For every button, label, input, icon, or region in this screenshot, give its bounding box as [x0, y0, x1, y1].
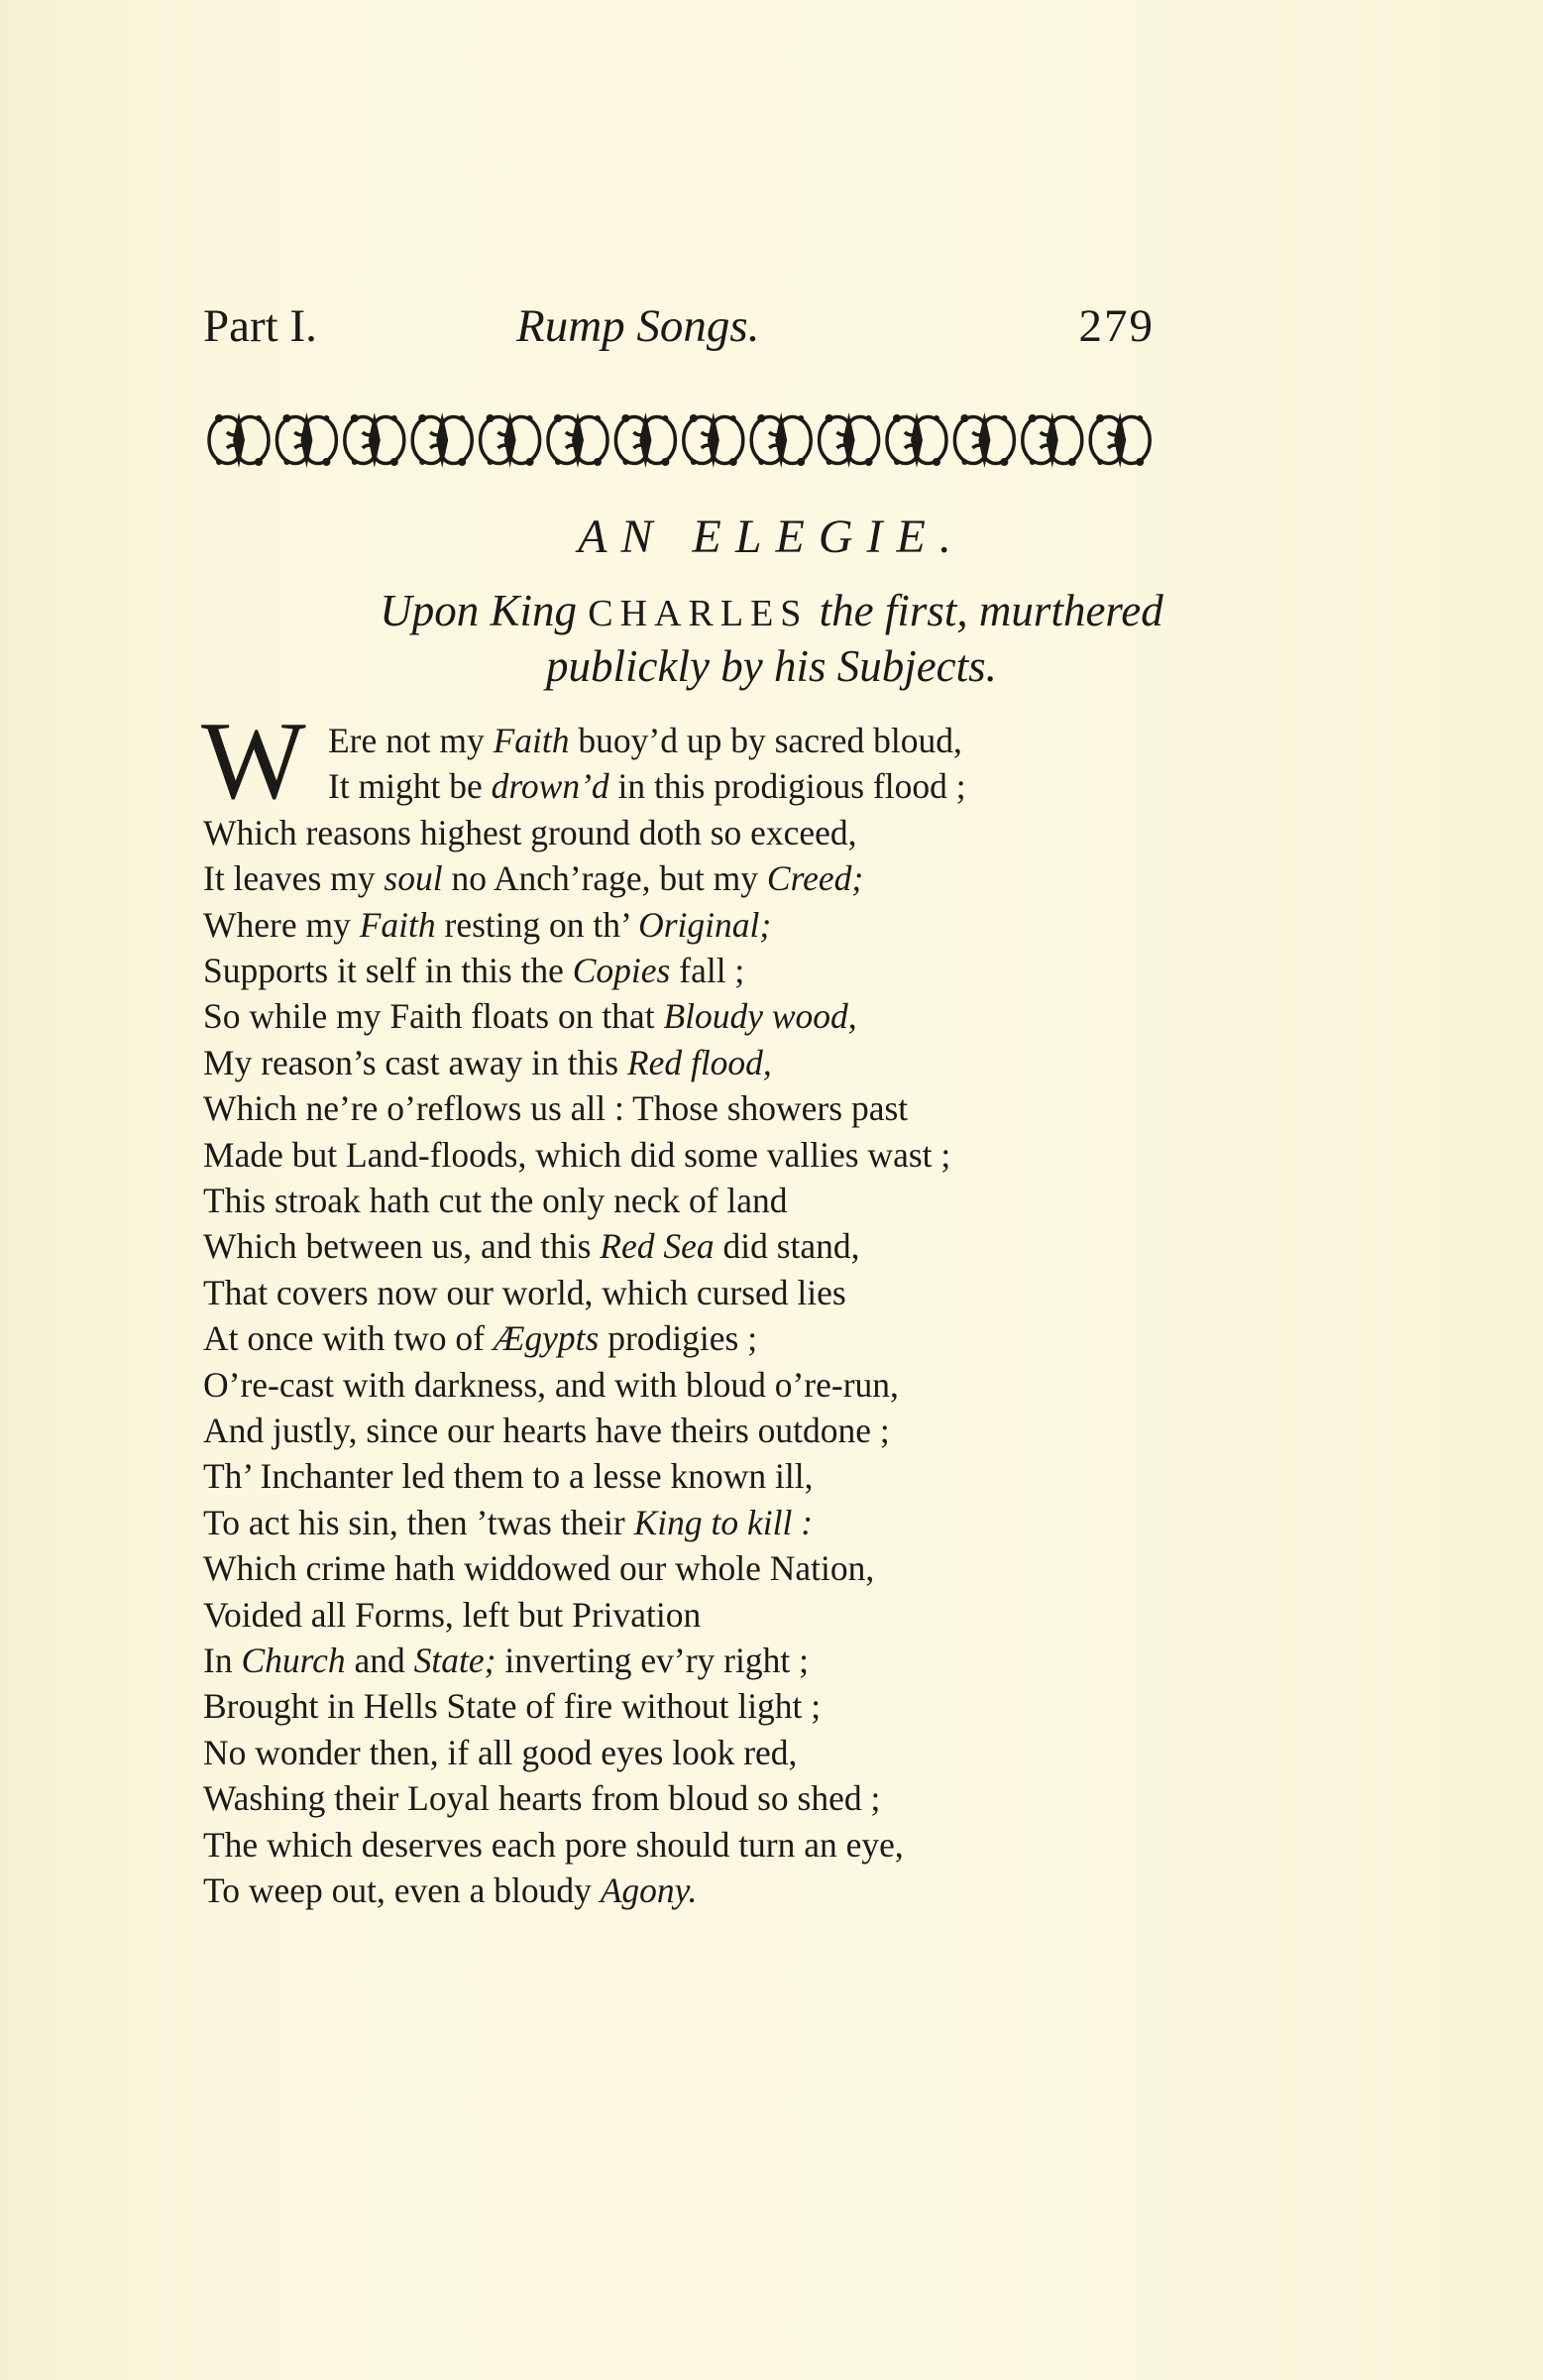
part-label: Part I. — [203, 300, 317, 352]
ornamental-border — [205, 404, 1155, 476]
line-text: and — [345, 1641, 414, 1680]
line-text: resting on th’ — [435, 904, 639, 945]
line-text: Voided all Forms, left but Privation — [203, 1594, 702, 1635]
poem-line — [203, 1503, 813, 1543]
italic-text: Church — [241, 1641, 346, 1680]
poem-line — [203, 1456, 813, 1497]
poem-line — [203, 905, 771, 946]
poem-line — [203, 1135, 950, 1176]
line-text: At once with two of — [203, 1318, 494, 1359]
subtitle-part: Upon King — [380, 586, 578, 635]
line-text: Brought in Hells State of fire without light ; — [203, 1686, 822, 1727]
line-text: To weep out, even a bloudy — [203, 1870, 601, 1910]
line-text: Which crime hath widdowed our whole Nation, — [203, 1548, 875, 1589]
poem-line — [203, 1273, 846, 1313]
line-text: No wonder then, if all good eyes look red, — [203, 1732, 798, 1772]
line-text: Where my — [203, 904, 360, 945]
subtitle-part: the first, murthered — [819, 586, 1163, 635]
line-text: It might be — [328, 766, 492, 807]
italic-text: soul — [384, 858, 443, 899]
poem-line — [203, 813, 857, 853]
line-text: Made but Land-floods, which did some vallies wast ; — [203, 1134, 951, 1175]
running-title: Rump Songs. — [516, 300, 760, 352]
line-text: buoy’d up by sacred bloud, — [569, 721, 962, 760]
line-text: This stroak hath cut the only neck of land — [203, 1181, 788, 1220]
line-text: no Anch’rage, but my — [442, 858, 767, 899]
italic-text: State; — [413, 1641, 496, 1680]
poem-line — [203, 858, 863, 899]
italic-text: Agony. — [600, 1870, 698, 1910]
italic-text: Faith — [493, 721, 570, 760]
poem-line — [328, 721, 962, 761]
italic-text: Original; — [638, 904, 772, 945]
poem-line — [203, 1548, 874, 1589]
poem-line — [203, 1825, 904, 1866]
poem-line — [203, 1181, 788, 1221]
italic-text: Bloudy wood, — [663, 996, 857, 1037]
line-text: inverting ev’ry right ; — [496, 1641, 809, 1680]
poem-line — [203, 1686, 821, 1727]
line-text: Which ne’re o’reflows us all : Those showers past — [203, 1088, 909, 1129]
line-text: prodigies ; — [599, 1318, 758, 1359]
line-text: Washing their Loyal hearts from bloud so shed ; — [203, 1778, 881, 1819]
line-text: in this prodigious flood ; — [608, 766, 966, 807]
poem-line — [203, 1088, 908, 1129]
line-text: The which deserves each pore should turn an eye, — [203, 1824, 904, 1865]
line-text: Which reasons highest ground doth so exceed, — [203, 812, 857, 852]
poem-line — [328, 766, 966, 807]
line-text: That covers now our world, which cursed lies — [203, 1272, 846, 1312]
poem-line — [203, 996, 857, 1037]
poem-line — [203, 1043, 772, 1083]
line-text: Th’ Inchanter led them to a lesse known ill, — [203, 1456, 814, 1497]
italic-text: Ægypts — [493, 1318, 600, 1359]
subtitle-king-name: CHARLES — [588, 593, 809, 634]
italic-text: Red Sea — [600, 1226, 715, 1267]
line-text: My reason’s cast away in this — [203, 1042, 627, 1082]
poem-line — [203, 1411, 890, 1451]
italic-text: Faith — [359, 904, 436, 945]
drop-cap: W — [201, 700, 306, 823]
line-text: Supports it self in this the — [203, 951, 573, 990]
line-text: Which between us, and this — [203, 1226, 601, 1267]
poem-line — [203, 1226, 860, 1267]
line-text: It leaves my — [203, 858, 385, 899]
poem-line — [203, 951, 744, 991]
poem-line — [203, 1595, 701, 1636]
italic-text: Red flood, — [626, 1042, 772, 1082]
poem-line — [203, 1870, 697, 1911]
poem-line — [203, 1733, 797, 1773]
poem-line — [203, 1641, 809, 1681]
line-text: In — [203, 1641, 242, 1680]
poem-title: AN ELEGIE. — [578, 510, 965, 563]
poem-subtitle-line-1 — [0, 585, 1543, 636]
line-text: fall ; — [670, 951, 745, 990]
line-text: did stand, — [714, 1226, 860, 1267]
poem-line — [203, 1778, 880, 1819]
running-header — [203, 299, 1155, 369]
line-text: Ere not my — [328, 721, 494, 760]
line-text: To act his sin, then ’twas their — [203, 1502, 634, 1542]
line-text: O’re-cast with darkness, and with bloud o’re-run, — [203, 1364, 899, 1405]
italic-text: King to kill : — [633, 1502, 814, 1542]
poem-line — [203, 1318, 757, 1359]
italic-text: Copies — [572, 951, 671, 990]
line-text: So while my Faith floats on that — [203, 996, 664, 1037]
poem-subtitle-line-2: publickly by his Subjects. — [546, 641, 997, 691]
poem-line — [203, 1365, 899, 1406]
italic-text: drown’d — [491, 766, 609, 807]
italic-text: Creed; — [766, 858, 864, 899]
page-number: 279 — [1078, 300, 1155, 352]
line-text: And justly, since our hearts have theirs outdone ; — [203, 1411, 890, 1450]
